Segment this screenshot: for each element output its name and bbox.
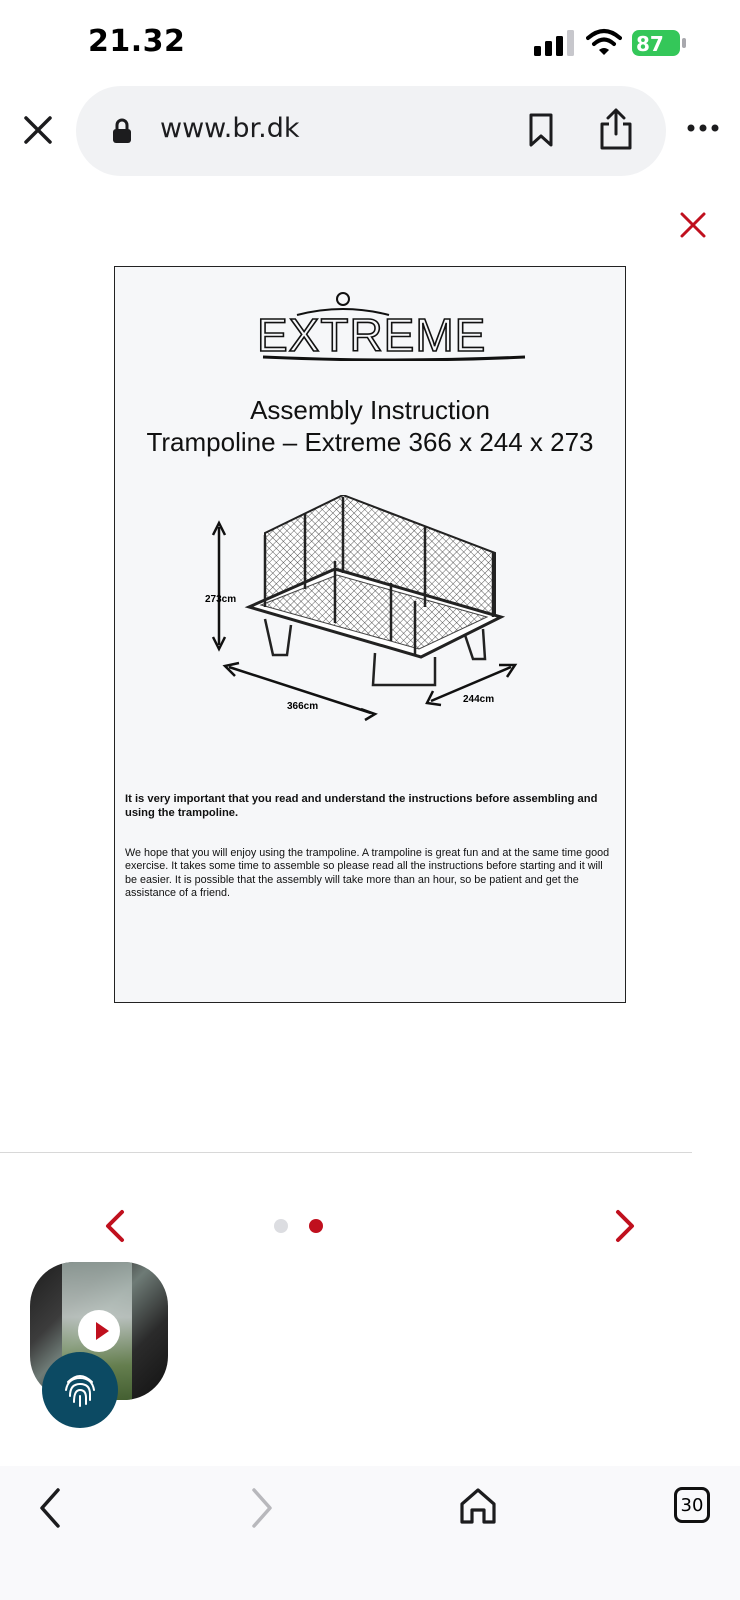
lock-icon xyxy=(112,118,132,144)
play-icon xyxy=(96,1322,109,1340)
wifi-icon xyxy=(586,28,622,56)
width-label: 244cm xyxy=(463,694,495,705)
more-icon[interactable] xyxy=(686,118,720,138)
home-icon[interactable] xyxy=(458,1486,498,1526)
brand-logo xyxy=(257,291,532,361)
carousel-dot-1[interactable] xyxy=(274,1219,288,1233)
manual-page xyxy=(114,266,626,1003)
chevron-right-icon[interactable] xyxy=(610,1208,640,1244)
battery-icon xyxy=(632,30,686,56)
modal-close-icon[interactable] xyxy=(678,210,708,240)
bookmark-icon[interactable] xyxy=(526,112,556,148)
close-icon[interactable] xyxy=(18,110,58,150)
intro-text: We hope that you will enjoy using the trampoline. A trampoline is great fun and at the same time good exercise. It takes some time to assemble so please read all the instructions before starting and it will be easier. It is possible that the assembly will take more than an hour, so be patient and get the assistance of a friend. xyxy=(125,847,610,900)
bottom-toolbar xyxy=(0,1466,740,1600)
share-icon[interactable] xyxy=(598,106,634,152)
height-label: 273cm xyxy=(205,594,237,605)
length-label: 366cm xyxy=(287,701,319,712)
divider xyxy=(0,1152,692,1153)
forward-icon[interactable] xyxy=(248,1486,276,1530)
signal-icon xyxy=(534,30,578,56)
tab-count: 30 xyxy=(680,1494,704,1516)
warning-text: It is very important that you read and understand the instructions before assembling and using the trampoline. xyxy=(125,793,598,819)
back-icon[interactable] xyxy=(36,1486,64,1530)
document-title: Assembly Instruction xyxy=(250,395,490,425)
status-time: 21.32 xyxy=(88,24,186,59)
url-text[interactable]: www.br.dk xyxy=(160,113,300,144)
carousel-dot-2[interactable] xyxy=(309,1219,323,1233)
chevron-left-icon[interactable] xyxy=(100,1208,130,1244)
document-subtitle: Trampoline – Extreme 366 x 244 x 273 xyxy=(146,427,594,457)
fingerprint-button[interactable] xyxy=(42,1352,118,1428)
fingerprint-icon xyxy=(42,1352,118,1428)
tabs-icon[interactable] xyxy=(674,1487,710,1523)
svg-text:EXTREME: EXTREME xyxy=(257,309,487,361)
battery-level: 87 xyxy=(636,32,664,56)
